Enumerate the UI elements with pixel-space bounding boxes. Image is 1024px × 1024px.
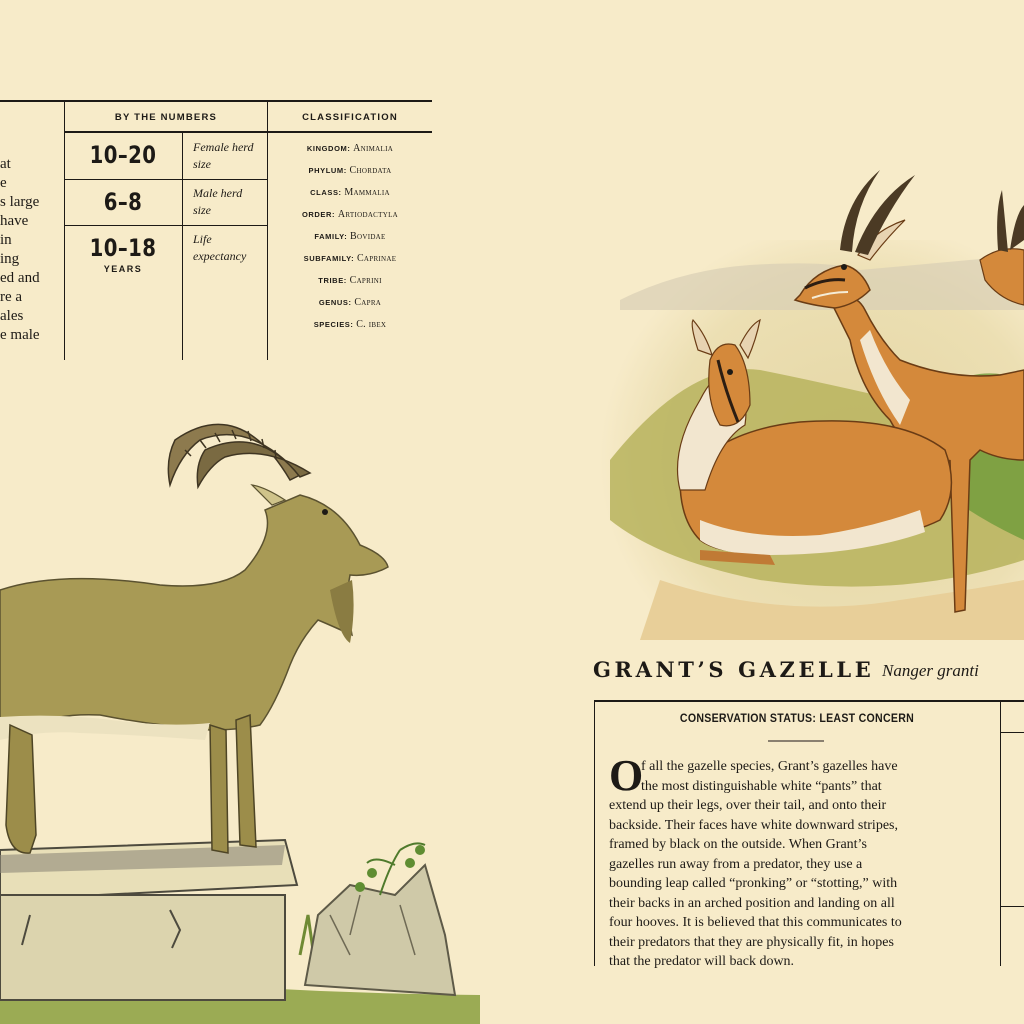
classification-row <box>268 319 432 330</box>
text-line: e <box>0 175 7 191</box>
stat-unit: YEARS <box>103 264 143 274</box>
species-latin-name: Nanger granti <box>882 661 979 680</box>
drop-cap: O <box>609 751 644 800</box>
row-divider <box>64 179 268 180</box>
ibex-illustration <box>0 395 480 1024</box>
text-line: ales <box>0 308 24 324</box>
classification-value: Caprini <box>349 275 382 286</box>
text-line: e male <box>0 327 40 343</box>
classification-row <box>268 165 432 176</box>
classification-key: PHYLUM: <box>308 166 347 175</box>
numbers-header: BY THE NUMBERS <box>114 112 218 123</box>
stat-label: Life expectancy <box>193 232 247 263</box>
text-line: f all the gazelle species, Grant’s gazelles have <box>641 759 898 774</box>
table-header-rule <box>64 131 432 133</box>
classification-key: SUBFAMILY: <box>303 254 355 263</box>
stat-value: 6–8 <box>103 188 143 216</box>
section-top-rule <box>594 700 1024 702</box>
stat-value: 10–20 <box>89 141 157 169</box>
text-line: framed by black on the outside. When Grant’s <box>609 837 867 852</box>
classification-key: TRIBE: <box>318 276 347 285</box>
stat-label: Female herd size <box>193 140 254 171</box>
classification-value: Mammalia <box>344 187 390 198</box>
classification-value: C. ibex <box>356 319 387 330</box>
text-line: the most distinguishable white “pants” that <box>641 778 882 794</box>
status-underline <box>768 740 824 742</box>
classification-key: ORDER: <box>301 210 336 219</box>
species-common-name: GRANT’S GAZELLE <box>593 657 875 682</box>
column-divider <box>182 131 183 360</box>
text-line: extend up their legs, over their tail, and onto their <box>609 798 887 813</box>
classification-header: CLASSIFICATION <box>302 112 398 123</box>
classification-value: Artiodactyla <box>337 209 399 220</box>
text-line: ing <box>0 251 20 267</box>
text-line: their backs in an arched position and landing on all <box>609 895 895 911</box>
text-line: ed and <box>0 270 40 286</box>
stat-value: 10–18 <box>89 234 157 262</box>
classification-row <box>268 187 432 198</box>
text-line: s large <box>0 194 40 210</box>
classification-value: Capra <box>354 297 382 308</box>
conservation-status: CONSERVATION STATUS: LEAST CONCERN <box>679 713 915 725</box>
text-line: gazelles run away from a predator, they use a <box>609 856 863 872</box>
classification-value: Caprinae <box>356 253 397 264</box>
gazelle-illustration <box>600 160 1024 640</box>
classification-row <box>268 275 432 286</box>
ibex-body <box>0 495 388 735</box>
classification-row <box>268 297 432 308</box>
side-table-rule <box>1000 906 1024 907</box>
section-right-rule <box>1000 700 1001 966</box>
classification-value: Animalia <box>353 143 394 154</box>
species-description <box>609 751 989 972</box>
classification-key: GENUS: <box>318 298 352 307</box>
text-line: their predators that they are physically fit, in hopes <box>609 934 894 950</box>
text-line: have <box>0 213 29 229</box>
classification-key: FAMILY: <box>314 232 348 241</box>
classification-key: KINGDOM: <box>306 144 351 153</box>
classification-value: Bovidae <box>350 231 386 242</box>
side-table-rule <box>1000 732 1024 733</box>
section-left-rule <box>594 700 595 966</box>
row-divider <box>64 225 268 226</box>
classification-row <box>268 253 432 264</box>
column-divider <box>64 100 65 360</box>
classification-row <box>268 209 432 220</box>
text-line: that the predator will back down. <box>609 954 795 969</box>
text-line: in <box>0 232 12 248</box>
text-line: backside. Their faces have white downward stripes, <box>609 817 898 833</box>
rock <box>305 865 455 995</box>
classification-row <box>268 143 432 154</box>
cropped-body-text <box>0 155 46 345</box>
classification-value: Chordata <box>349 165 392 176</box>
classification-key: CLASS: <box>310 188 342 197</box>
text-line: at <box>0 156 11 172</box>
classification-row <box>268 231 432 242</box>
text-line: four hooves. It is believed that this communicates to <box>609 915 902 930</box>
text-line: re a <box>0 289 23 305</box>
classification-key: SPECIES: <box>313 320 354 329</box>
text-line: bounding leap called “pronking” or “stotting,” with <box>609 876 898 891</box>
stat-label: Male herd size <box>193 186 243 217</box>
